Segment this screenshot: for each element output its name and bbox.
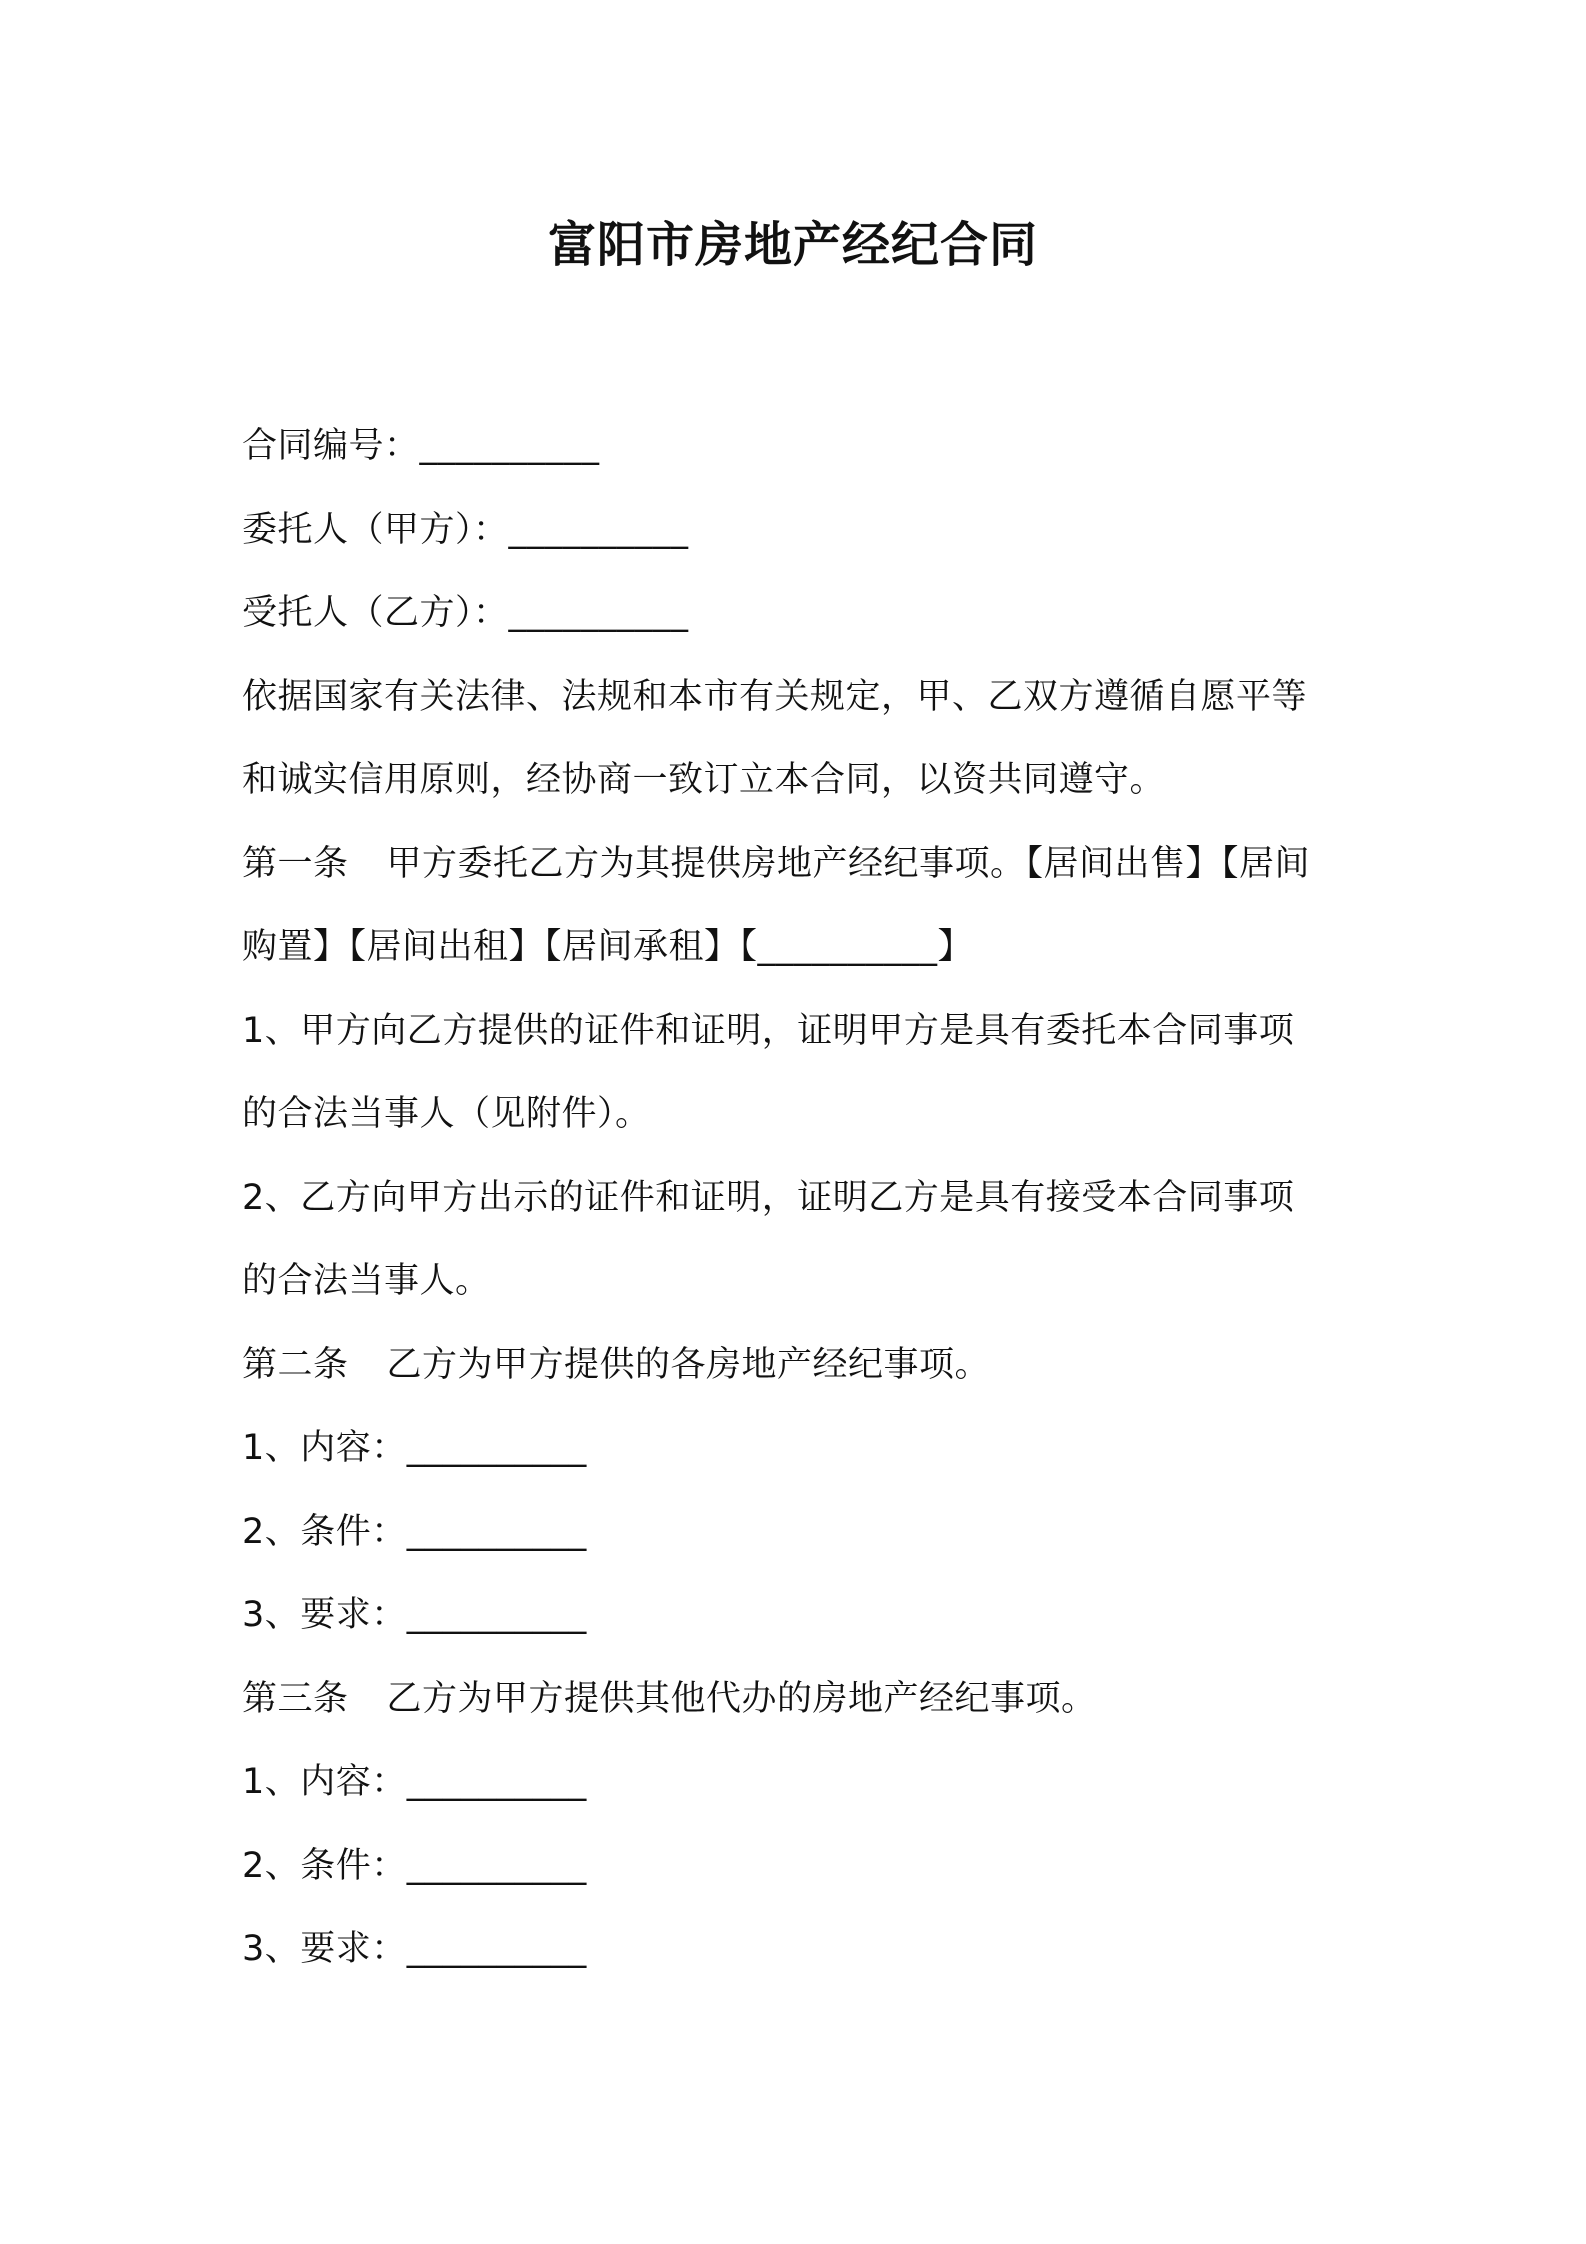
document-body	[242, 405, 1362, 1992]
article-1-item-2-line-1: 2、乙方向甲方出示的证件和证明，证明乙方是具有接受本合同事项	[242, 1177, 1295, 1218]
article-1-number: 第一条	[242, 843, 349, 884]
article-1-line-1	[242, 823, 1362, 907]
article-2-conditions-line: 2、条件：__________	[242, 1511, 587, 1552]
article-2-text: 乙方为甲方提供的各房地产经纪事项。	[386, 1344, 991, 1385]
preamble-line-1: 依据国家有关法律、法规和本市有关规定，甲、乙双方遵循自愿平等	[242, 676, 1308, 717]
article-2-requirements-line: 3、要求：__________	[242, 1595, 587, 1635]
article-2-number: 第二条	[242, 1344, 349, 1385]
article-3-text: 乙方为甲方提供其他代办的房地产经纪事项。	[386, 1678, 1097, 1719]
article-3-conditions-line: 2、条件：__________	[242, 1845, 587, 1886]
article-2-content-line: 1、内容：__________	[242, 1428, 587, 1468]
article-3-number: 第三条	[242, 1678, 349, 1719]
article-3-line	[242, 1658, 1362, 1742]
article-3-content-line: 1、内容：__________	[242, 1762, 587, 1802]
article-3-requirements-line: 3、要求：__________	[242, 1929, 587, 1969]
party-b-line: 受托人（乙方）：__________	[242, 593, 689, 633]
article-1-item-1-line-1: 1、甲方向乙方提供的证件和证明，证明甲方是具有委托本合同事项	[242, 1010, 1295, 1051]
article-1-item-1-line-2: 的合法当事人（见附件）。	[242, 1094, 651, 1134]
document-title: 富阳市房地产经纪合同	[547, 217, 1038, 273]
preamble-line-2: 和诚实信用原则，经协商一致订立本合同，以资共同遵守。	[242, 760, 1166, 800]
article-1-text: 甲方委托乙方为其提供房地产经纪事项。【居间出售】【居间	[386, 843, 1311, 884]
contract-number-line: 合同编号：__________	[242, 426, 600, 466]
party-a-line: 委托人（甲方）：__________	[242, 509, 689, 550]
article-1-line-2: 购置】【居间出租】【居间承租】【__________】	[242, 927, 974, 967]
article-1-item-2-line-2: 的合法当事人。	[242, 1261, 491, 1301]
article-2-line	[242, 1324, 1362, 1408]
